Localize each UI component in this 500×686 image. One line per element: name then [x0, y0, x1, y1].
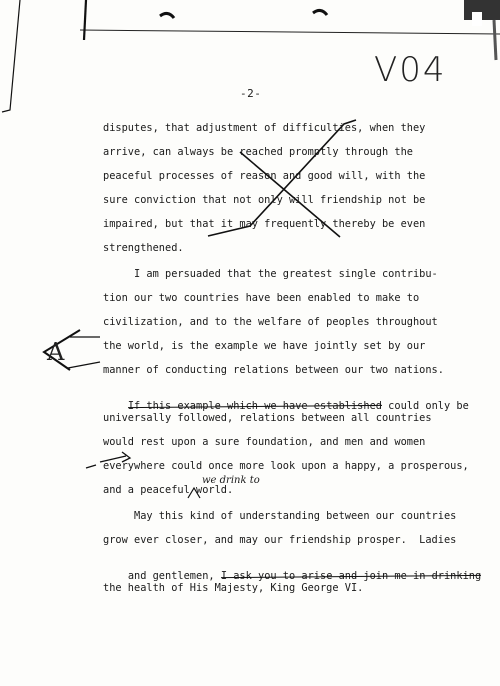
text-line: disputes, that adjustment of difficulties, when they [103, 122, 426, 134]
struck-text: I ask you to arise and join me in drinking [220, 570, 482, 582]
text-line: the world, is the example we have jointly set by our [103, 340, 426, 352]
text-line: arrive, can always be reached promptly through the [103, 146, 413, 158]
text-line: would rest upon a sure foundation, and men and women [103, 436, 426, 448]
text-line: I am persuaded that the greatest single contribu- [103, 268, 438, 280]
page-number: -2- [240, 87, 262, 100]
text-line: everywhere could once more look upon a happy, a prosperous, [103, 460, 469, 472]
text-start: and gentlemen, [127, 570, 221, 582]
margin-mark-a: A [47, 338, 65, 366]
text-line: strengthened. [103, 242, 184, 254]
text-line: manner of conducting relations between our two nations. [103, 364, 444, 376]
text-line: the health of His Majesty, King George VI. [103, 582, 364, 594]
handwritten-insertion: we drink to [202, 475, 260, 486]
text-line: grow ever closer, and may our friendship prosper. Ladies [103, 534, 457, 546]
text-line: May this kind of understanding between our countries [103, 510, 457, 522]
text-line: impaired, but that it may frequently thereby be even [103, 218, 426, 230]
text-line: tion our two countries have been enabled to make to [103, 292, 420, 304]
text-continuation: could only be [381, 400, 469, 412]
text-line: civilization, and to the welfare of peoples throughout [103, 316, 438, 328]
text-line: universally followed, relations between all countries [103, 412, 432, 424]
corner-handwritten-note: V04 [374, 50, 447, 90]
text-line: peaceful processes of reason and good will, with the [103, 170, 426, 182]
text-line: sure conviction that not only will friendship not be [103, 194, 426, 206]
struck-text: If this example which we have established [127, 400, 382, 412]
text-line: and a peaceful world. [103, 484, 234, 496]
